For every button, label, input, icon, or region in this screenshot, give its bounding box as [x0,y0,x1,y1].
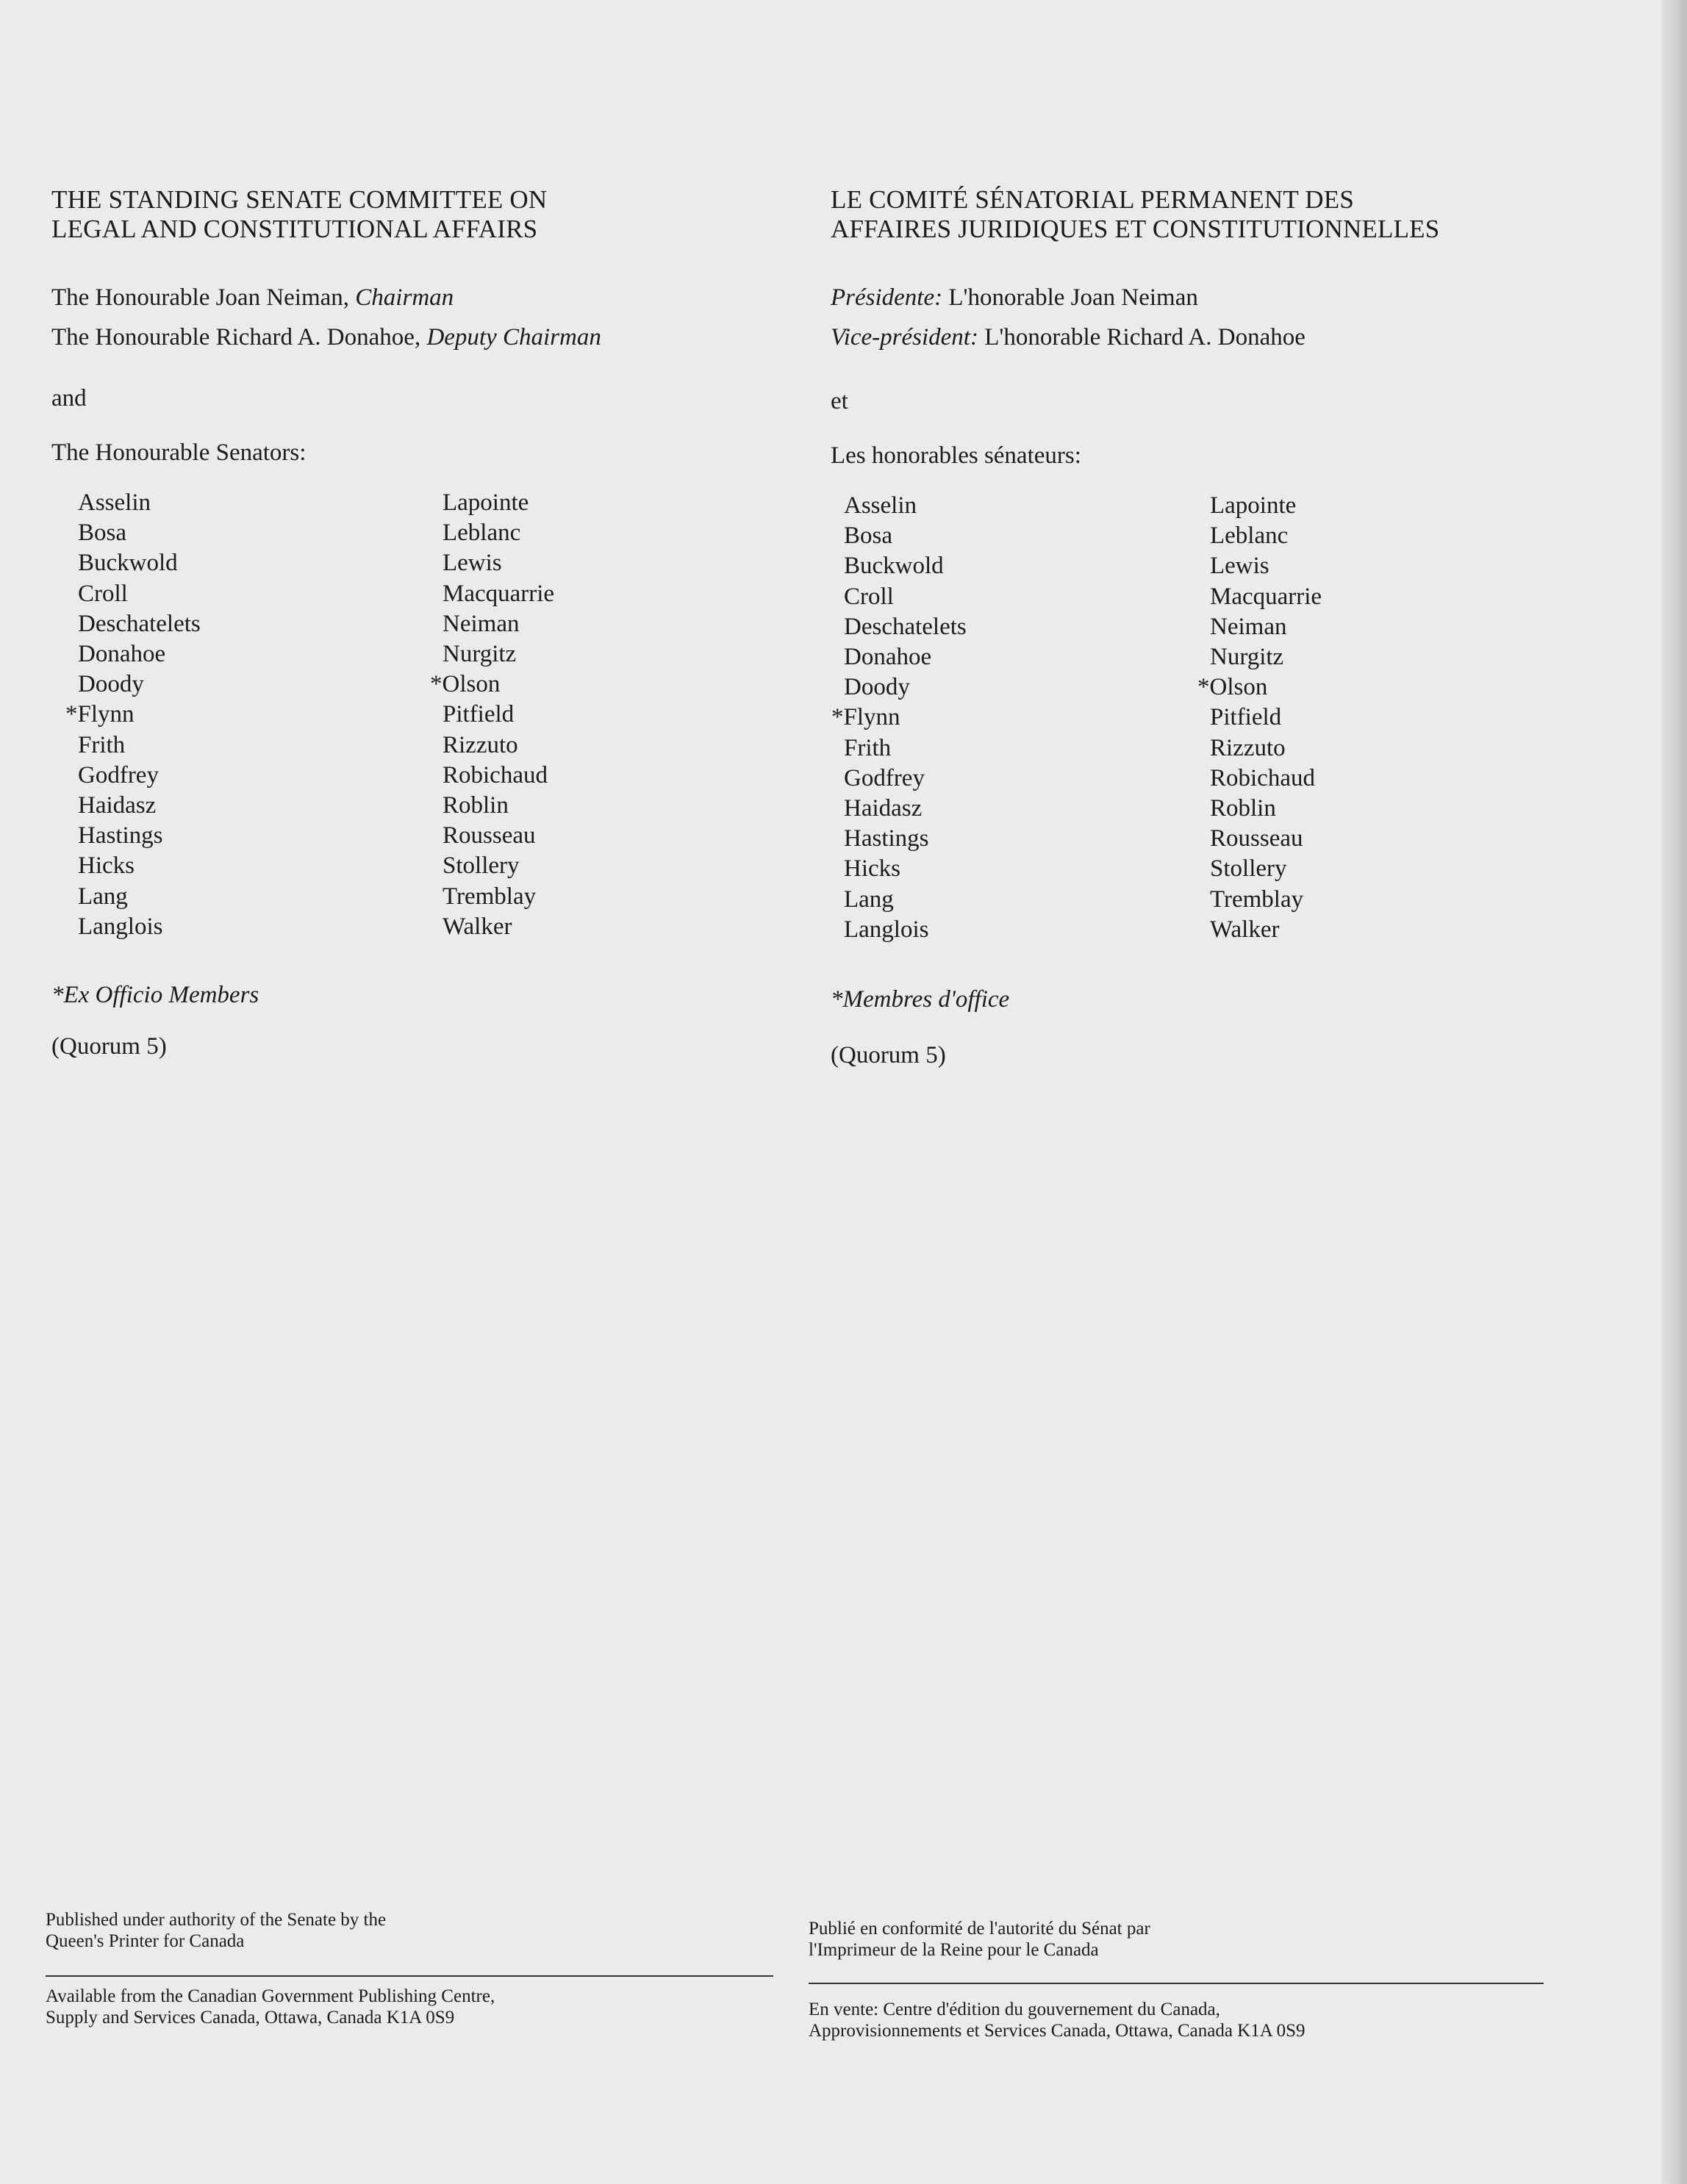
english-divider [46,1975,773,1977]
title-line: LE COMITÉ SÉNATORIAL PERMANENT DES [831,185,1354,214]
english-published-note [46,1909,386,1952]
senator-name: Stollery [1210,855,1287,883]
available-line: Supply and Services Canada, Ottawa, Canada K1A 0S9 [46,2008,455,2027]
senator-name: Buckwold [78,550,178,577]
vice-president-name: L'honorable Richard A. Donahoe [984,324,1305,351]
senator-name: Frith [78,731,126,758]
senator-name: Rizzuto [443,731,518,758]
french-names-col1 [831,491,967,945]
french-names-col2 [1197,491,1322,945]
senator-name: Doody [78,671,144,698]
english-chair-block [51,278,601,357]
membres-office-note: *Membres d'office [831,986,1010,1013]
senator-name: Walker [1210,916,1280,943]
vice-president-role: Vice-président: [831,324,978,351]
french-published-note [809,1918,1150,1961]
senator-name: Pitfield [443,701,515,728]
senator-name: Nurgitz [443,641,517,668]
senator-name: Asselin [844,492,917,519]
senator-name: Nurgitz [1210,644,1284,671]
title-line: THE STANDING SENATE COMMITTEE ON [51,185,548,214]
quorum-note: (Quorum 5) [831,1042,946,1068]
available-line: En vente: Centre d'édition du gouvernement du Canada, [809,2000,1220,2019]
page-edge [1661,0,1687,2184]
senator-name: Croll [78,580,128,607]
french-divider [809,1983,1544,1984]
title-line: AFFAIRES JURIDIQUES ET CONSTITUTIONNELLES [831,215,1440,243]
senator-name: Croll [844,583,894,610]
senator-name: Macquarrie [443,580,555,607]
english-available-note [46,1986,495,2028]
published-line: Publié en conformité de l'autorité du Sénat par [809,1919,1150,1939]
deputy-chairman-name: The Honourable Richard A. Donahoe, [51,324,421,351]
title-line: LEGAL AND CONSTITUTIONAL AFFAIRS [51,215,538,243]
senator-name: Buckwold [844,553,944,580]
senator-name: Roblin [443,792,509,819]
published-line: Published under authority of the Senate by the [46,1910,387,1930]
presidente-line [831,278,1305,317]
senator-name: Tremblay [443,883,537,910]
senator-name: Stollery [443,852,520,880]
senator-name: Lewis [1210,553,1269,580]
deputy-chairman-role: Deputy Chairman [426,324,601,351]
english-names-col1 [65,488,201,942]
senator-name: Macquarrie [1210,583,1322,610]
senator-name: Lang [844,886,894,913]
english-committee-title [51,185,547,244]
quorum-note: (Quorum 5) [51,1033,167,1060]
senateurs-label: Les honorables sénateurs: [831,442,1081,469]
senator-name: Deschatelets [844,613,967,640]
senator-name: Deschatelets [78,610,201,637]
french-available-note [809,1999,1305,2041]
senator-name: Bosa [844,522,892,550]
available-line: Available from the Canadian Government Publishing Centre, [46,1986,495,2006]
senator-name: Robichaud [443,761,548,789]
senator-name: Hastings [844,825,929,852]
senator-name: Langlois [78,913,163,940]
senator-name: Langlois [844,916,929,943]
ex-officio-note: *Ex Officio Members [51,982,259,1008]
senator-name: *Olson [1197,674,1268,701]
senator-name: Lang [78,883,128,910]
senator-name: Leblanc [1210,522,1289,550]
published-line: Queen's Printer for Canada [46,1931,245,1951]
senator-name: Lapointe [1210,492,1297,519]
senator-name: Godfrey [844,764,925,791]
chairman-name: The Honourable Joan Neiman, [51,284,350,311]
senator-name: Lapointe [443,489,529,516]
available-line: Approvisionnements et Services Canada, Ottawa, Canada K1A 0S9 [809,2021,1305,2041]
and-label: and [51,385,87,412]
senator-name: Lewis [443,550,502,577]
senator-name: Donahoe [78,641,166,668]
senator-name: *Flynn [831,704,900,731]
senator-name: *Olson [430,671,501,698]
senator-name: Neiman [443,610,520,637]
senator-name: Leblanc [443,520,521,547]
senator-name: Frith [844,734,892,761]
senator-name: Rousseau [443,822,536,849]
chairman-role: Chairman [355,284,454,311]
senators-label: The Honourable Senators: [51,439,307,466]
senator-name: Asselin [78,489,151,516]
vice-president-line [831,317,1305,357]
english-names-col2 [430,488,555,942]
senator-name: Godfrey [78,761,159,789]
presidente-name: L'honorable Joan Neiman [948,284,1198,311]
chairman-line [51,278,601,317]
senator-name: Doody [844,674,910,701]
senator-name: Rousseau [1210,825,1303,852]
french-committee-title [831,185,1439,244]
senator-name: Hastings [78,822,163,849]
senator-name: Walker [443,913,512,940]
senator-name: Hicks [844,855,900,883]
senator-name: Pitfield [1210,704,1282,731]
deputy-chairman-line [51,317,601,357]
senator-name: Bosa [78,520,126,547]
published-line: l'Imprimeur de la Reine pour le Canada [809,1940,1099,1960]
senator-name: *Flynn [65,701,135,728]
senator-name: Tremblay [1210,886,1304,913]
senator-name: Robichaud [1210,764,1315,791]
senator-name: Rizzuto [1210,734,1286,761]
senator-name: Roblin [1210,795,1276,822]
senator-name: Haidasz [78,792,157,819]
presidente-role: Présidente: [831,284,943,311]
french-chair-block [831,278,1305,357]
senator-name: Neiman [1210,613,1287,640]
senator-name: Donahoe [844,644,932,671]
et-label: et [831,388,848,414]
senator-name: Haidasz [844,795,923,822]
senator-name: Hicks [78,852,135,880]
